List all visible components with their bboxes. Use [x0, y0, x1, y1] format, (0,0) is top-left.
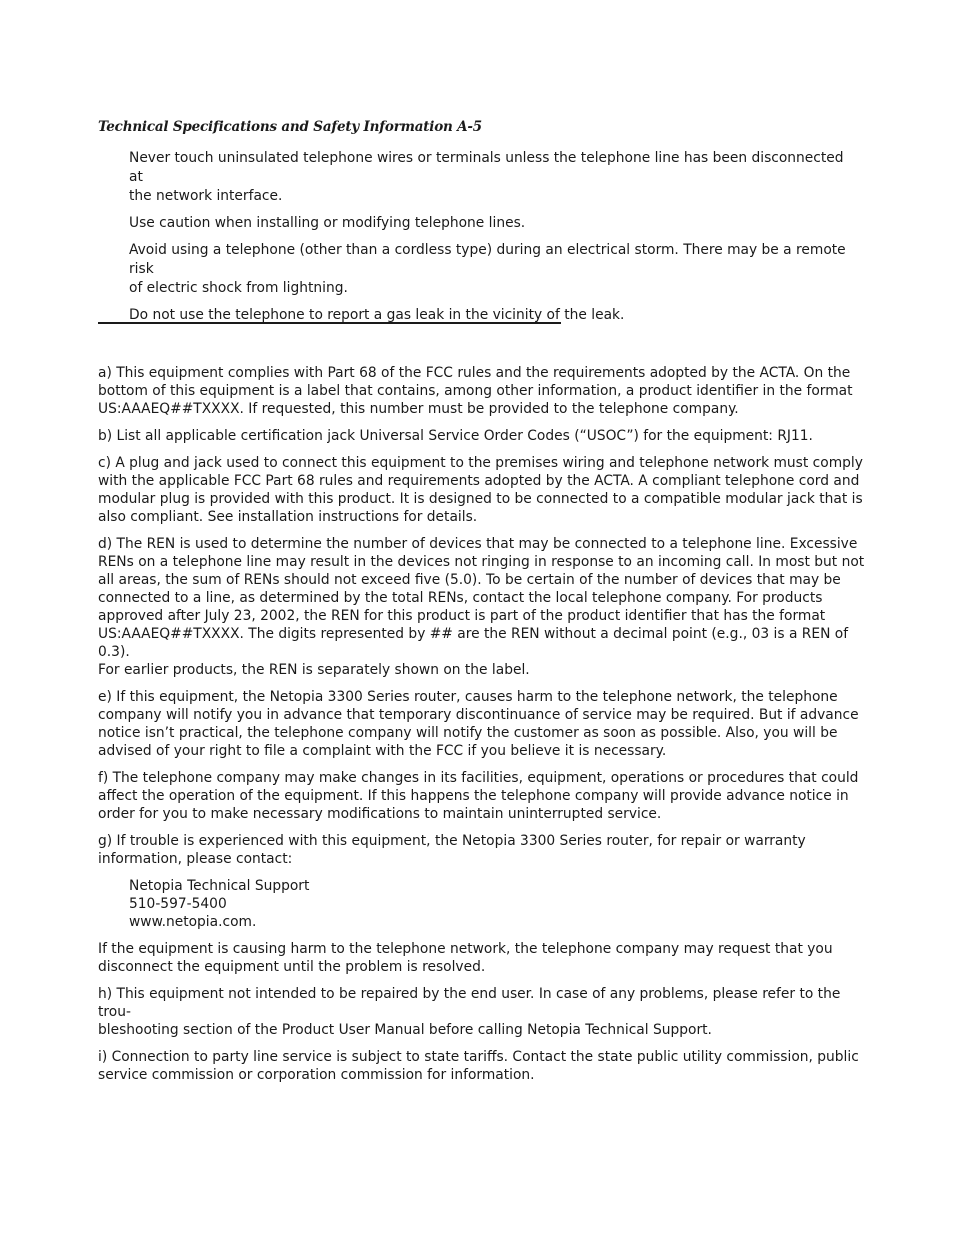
fcc-item-c: c) A plug and jack used to connect this equipment to the premises wiring and telephone network must comply with the applicable FCC Part 68 rules and requirements adopted by the ACTA. A compliant telephone cord and modular plug is provided with this product. It is designed to be connected to a compatible modular jack that is also compliant. See installation instructions for details. [98, 455, 863, 525]
support-phone: 510-597-5400 [129, 896, 227, 912]
support-name: Netopia Technical Support [129, 878, 310, 894]
fcc-item-f: f) The telephone company may make changes in its facilities, equipment, operations or procedures that could affect the operation of the equipment. If this happens the telephone company will provide advance notice in order for you to make necessary modifications to maintain uninterrupted service. [98, 770, 859, 822]
fcc-item-b: b) List all applicable certification jack Universal Service Order Codes (“USOC”) for the equipment: RJ11. [98, 428, 813, 444]
running-header: Technical Specifications and Safety Information A-5 [98, 119, 482, 135]
warning-paragraph: Avoid using a telephone (other than a cordless type) during an electrical storm. There may be a remote risk of electric shock from lightning. [129, 242, 846, 296]
safety-warnings [129, 149, 857, 333]
fcc-item-d: d) The REN is used to determine the number of devices that may be connected to a telephone line. Excessive RENs on a telephone line may result in the devices not ringing in response to an incoming call. In most but not all areas, the sum of RENs should not exceed five (5.0). To be certain of the number of devices that may be connected to a line, as determined by the total RENs, contact the local telephone company. For products approved after July 23, 2002, the REN for this product is part of the product identifier that has the format US:AAAEQ##TXXXX. The digits represented by ## are the REN without a decimal point (e.g., 03 is a REN of 0.3). For earlier products, the REN is separately shown on the label. [98, 536, 865, 678]
section-divider [98, 322, 561, 324]
fcc-item-a: a) This equipment complies with Part 68 of the FCC rules and the requirements adopted by the ACTA. On the bottom of this equipment is a label that contains, among other information, a product identifier in the format US:AAAEQ##TXXXX. If requested, this number must be provided to the telephone company. [98, 365, 853, 417]
fcc-item-i: i) Connection to party line service is subject to state tariffs. Contact the state public utility commission, public service commission or corporation commission for information. [98, 1049, 859, 1083]
support-contact [129, 877, 868, 931]
fcc-item-g: g) If trouble is experienced with this equipment, the Netopia 3300 Series router, for repair or warranty information, please contact: [98, 833, 806, 867]
warning-paragraph: Use caution when installing or modifying telephone lines. [129, 215, 526, 231]
fcc-item-g-note: If the equipment is causing harm to the telephone network, the telephone company may request that you disconnect the equipment until the problem is resolved. [98, 941, 833, 975]
fcc-item-e: e) If this equipment, the Netopia 3300 Series router, causes harm to the telephone network, the telephone company will notify you in advance that temporary discontinuance of service may be required. But if advance notice isn’t practical, the telephone company will notify the customer as soon as possible. Also, you will be advised of your right to file a complaint with the FCC if you believe it is necessary. [98, 689, 859, 759]
fcc-item-h: h) This equipment not intended to be repaired by the end user. In case of any problems, please refer to the trou- bleshooting section of the Product User Manual before calling Netopia Technical Support. [98, 986, 841, 1038]
warning-paragraph: Never touch uninsulated telephone wires or terminals unless the telephone line has been disconnected at the network interface. [129, 150, 844, 204]
fcc-requirements [98, 364, 868, 1093]
warning-paragraph: Do not use the telephone to report a gas leak in the vicinity of the leak. [129, 307, 625, 323]
support-website: www.netopia.com. [129, 914, 257, 930]
